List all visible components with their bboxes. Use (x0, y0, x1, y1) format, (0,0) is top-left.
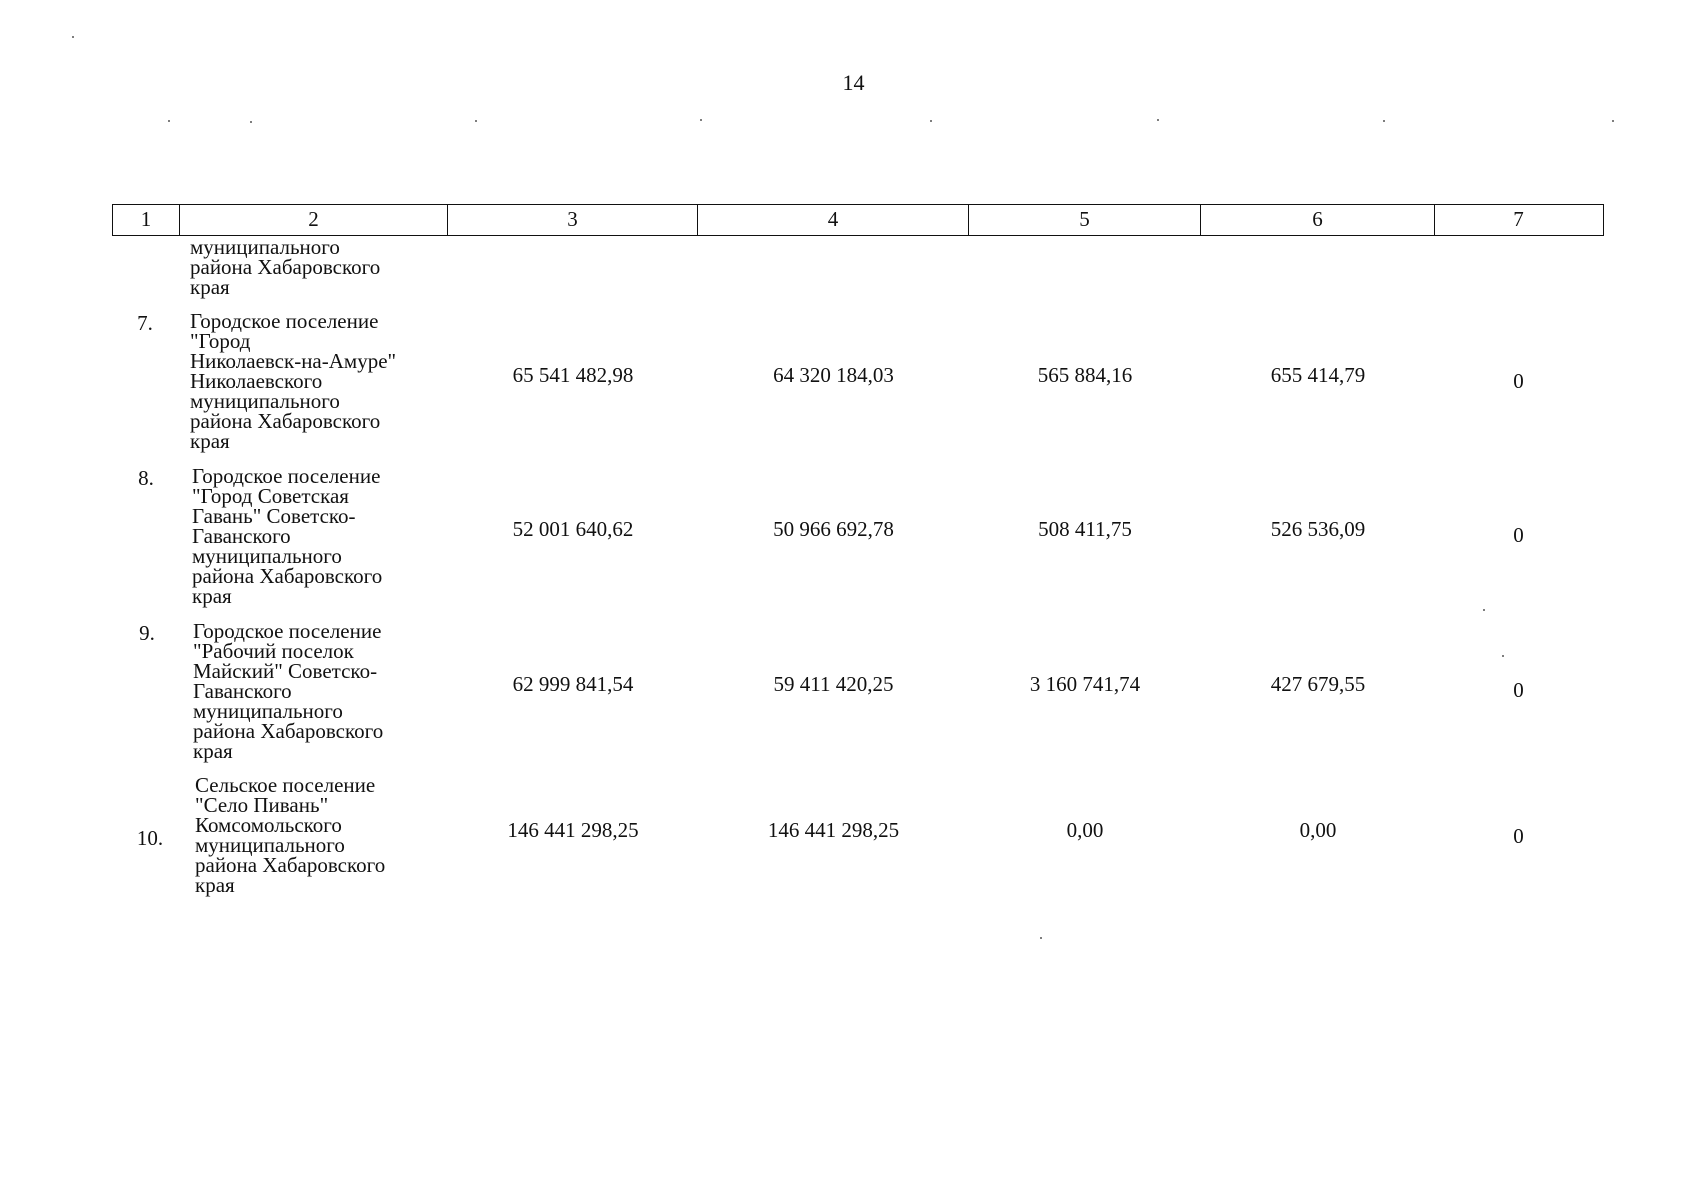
name-line: района Хабаровского (190, 255, 381, 279)
row-value-col-5: 0,00 (1066, 818, 1104, 842)
scan-speck (168, 120, 170, 122)
scan-speck (1483, 609, 1485, 611)
row-value-col-6: 655 414,79 (1270, 363, 1366, 387)
scan-speck (250, 121, 252, 123)
name-line: "Город Советская (192, 484, 349, 508)
scan-speck (700, 119, 702, 121)
name-line: Гаванского (192, 524, 291, 548)
row-value-col-4: 64 320 184,03 (773, 363, 894, 387)
name-line: края (193, 739, 233, 763)
name-line: "Рабочий поселок (193, 639, 354, 663)
scan-speck (1502, 655, 1504, 657)
row-value-col-6: 427 679,55 (1270, 672, 1366, 696)
scan-speck (930, 120, 932, 122)
name-line: Николаевского (190, 369, 323, 393)
name-line: района Хабаровского (193, 719, 384, 743)
header-col-2: 2 (180, 205, 448, 235)
row-value-col-4: 146 441 298,25 (767, 818, 900, 842)
name-line: муниципального (190, 389, 340, 413)
row-value-col-7: 0 (1513, 523, 1524, 547)
row-value-col-4: 50 966 692,78 (773, 517, 894, 541)
row-value-col-5: 508 411,75 (1038, 517, 1132, 541)
row-value-col-3: 62 999 841,54 (512, 672, 634, 696)
name-line: "Город (190, 329, 251, 353)
name-line: Майский" Советско- (193, 659, 378, 683)
row-value-col-7: 0 (1513, 824, 1524, 848)
name-line: Сельское поселение (195, 773, 376, 797)
row-value-col-5: 3 160 741,74 (1029, 672, 1141, 696)
name-line: края (192, 584, 232, 608)
scan-speck (1612, 120, 1614, 122)
continuation-name-cell (190, 237, 436, 297)
name-line: края (195, 873, 235, 897)
row-value-col-4: 59 411 420,25 (773, 672, 894, 696)
name-line: муниципального (190, 235, 340, 259)
row-name-cell (195, 775, 441, 895)
row-value-col-5: 565 884,16 (1037, 363, 1133, 387)
scan-speck (1157, 119, 1159, 121)
name-line: Николаевск-на-Амуре" (190, 349, 397, 373)
header-col-4: 4 (698, 205, 969, 235)
page-number: 14 (842, 70, 865, 95)
header-col-7: 7 (1513, 207, 1524, 231)
header-col-6: 6 (1201, 205, 1435, 235)
name-line: Гавань" Советско- (192, 504, 356, 528)
scan-speck (1383, 120, 1385, 122)
name-line: муниципального (193, 699, 343, 723)
name-line: края (190, 275, 230, 299)
name-line: района Хабаровского (195, 853, 386, 877)
name-line: района Хабаровского (192, 564, 383, 588)
name-line: Городское поселение (192, 464, 381, 488)
name-line: края (190, 429, 230, 453)
header-col-3: 3 (448, 205, 698, 235)
name-line: Городское поселение (190, 309, 379, 333)
name-line: муниципального (192, 544, 342, 568)
row-value-col-7: 0 (1513, 678, 1524, 702)
row-index: 8. (138, 466, 154, 490)
name-line: Гаванского (193, 679, 292, 703)
name-line: Комсомольского (195, 813, 342, 837)
header-col-1: 1 (113, 205, 180, 235)
row-name-cell (190, 311, 436, 451)
header-col-5: 5 (969, 205, 1201, 235)
row-value-col-7: 0 (1513, 369, 1524, 393)
scan-speck (72, 36, 74, 38)
row-value-col-3: 65 541 482,98 (512, 363, 634, 387)
row-value-col-3: 146 441 298,25 (507, 818, 639, 842)
row-index: 7. (137, 311, 153, 335)
name-line: муниципального (195, 833, 345, 857)
scan-speck (1040, 937, 1042, 939)
scan-speck (475, 120, 477, 122)
row-name-cell (193, 621, 439, 761)
row-index: 10. (136, 826, 164, 850)
row-name-cell (192, 466, 438, 606)
row-value-col-3: 52 001 640,62 (512, 517, 634, 541)
row-value-col-6: 526 536,09 (1270, 517, 1366, 541)
name-line: "Село Пивань" (195, 793, 329, 817)
name-line: Городское поселение (193, 619, 382, 643)
row-index: 9. (139, 621, 155, 645)
name-line: района Хабаровского (190, 409, 381, 433)
table-header-row (112, 204, 1604, 236)
row-value-col-6: 0,00 (1299, 818, 1337, 842)
